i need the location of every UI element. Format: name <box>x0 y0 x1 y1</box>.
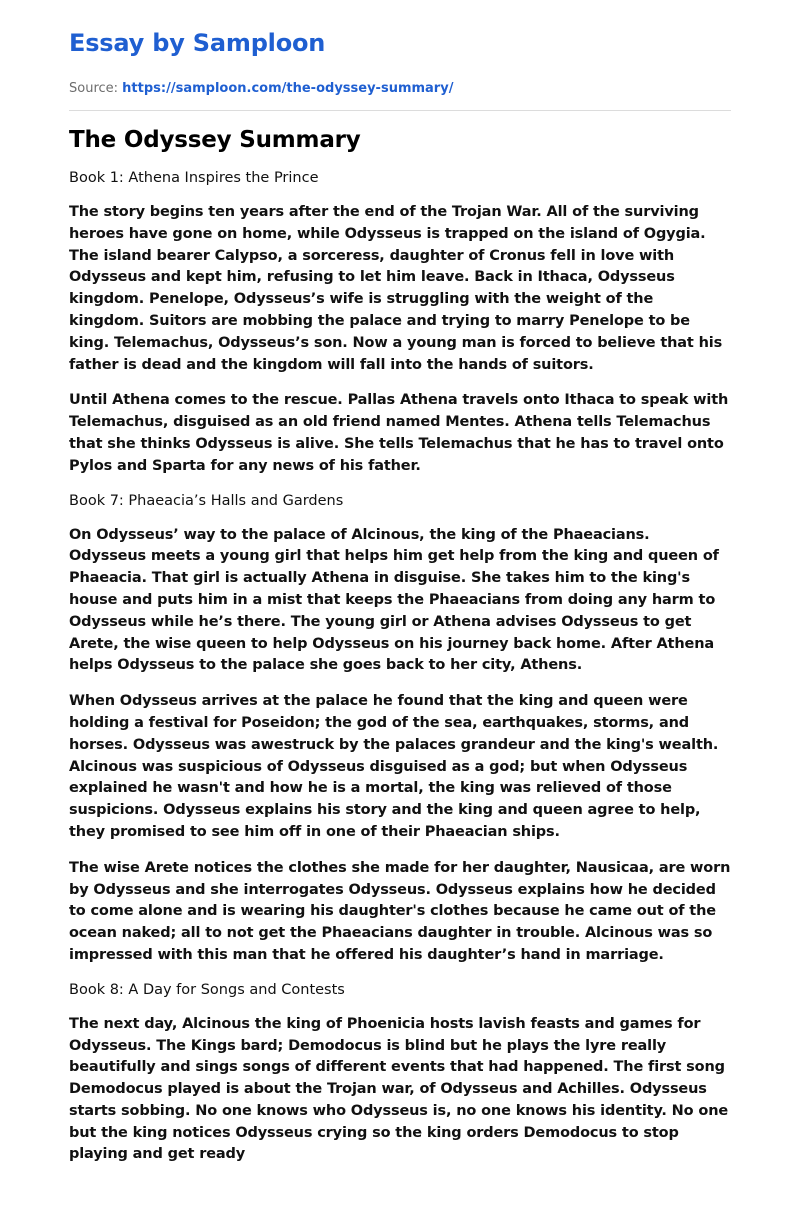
header-divider <box>69 110 731 111</box>
source-link[interactable]: https://samploon.com/the-odyssey-summary/ <box>122 81 454 96</box>
brand-title: Essay by Samploon <box>69 29 326 57</box>
paragraph: The story begins ten years after the end of the Trojan War. All of the surviving heroes have gone on home, while Odysseus is trapped on the island of Ogygia. The island bearer Calypso, a sorceress, daughter of Cronus fell in love with Odysseus and kept him, refusing to let him leave. Back in Ithaca, Odysseus kingdom. Penelope, Odysseus’s wife is struggling with the weight of the kingdom. Suitors are mobbing the palace and trying to marry Penelope to be king. Telemachus, Odysseus’s son. Now a young man is forced to believe that his father is dead and the kingdom will fall into the hands of suitors. <box>69 204 723 373</box>
document-title: The Odyssey Summary <box>69 127 361 153</box>
paragraph: On Odysseus’ way to the palace of Alcinous, the king of the Phaeacians. Odysseus meets a young girl that helps him get help from the king and queen of Phaeacia. That girl is actually Athena in disguise. She takes him to the king's house and puts him in a mist that keeps the Phaeacians from doing any harm to Odysseus while he’s there. The young girl or Athena advises Odysseus to get Arete, the wise queen to help Odysseus on his journey back home. After Athena helps Odysseus to the palace she goes back to her city, Athens. <box>69 526 719 674</box>
section-heading-book-8: Book 8: A Day for Songs and Contests <box>69 981 345 998</box>
paragraph: Until Athena comes to the rescue. Pallas Athena travels onto Ithaca to speak with Telemachus, disguised as an old friend named Mentes. Athena tells Telemachus that she thinks Odysseus is alive. She tells Telemachus that he has to travel onto Pylos and Sparta for any news of his father. <box>69 392 729 474</box>
paragraph: The next day, Alcinous the king of Phoenicia hosts lavish feasts and games for Odysseus. The Kings bard; Demodocus is blind but he plays the lyre really beautifully and sings songs of different events that had happened. The first song Demodocus played is about the Trojan war, of Odysseus and Achilles. Odysseus starts sobbing. No one knows who Odysseus is, no one knows his identity. No one but the king notices Odysseus crying so the king orders Demodocus to stop playing and get ready <box>69 1015 729 1163</box>
source-line <box>69 80 731 98</box>
source-label: Source: <box>69 81 119 96</box>
paragraph: The wise Arete notices the clothes she made for her daughter, Nausicaa, are worn by Odysseus and she interrogates Odysseus. Odysseus explains how he decided to come alone and is wearing his daughter's clothes because he came out of the ocean naked; all to not get the Phaeacians daughter in trouble. Alcinous was so impressed with this man that he offered his daughter’s hand in marriage. <box>69 859 731 963</box>
document-body <box>69 168 731 1166</box>
section-heading-book-7: Book 7: Phaeacia’s Halls and Gardens <box>69 492 344 509</box>
paragraph: When Odysseus arrives at the palace he found that the king and queen were holding a festival for Poseidon; the god of the sea, earthquakes, storms, and horses. Odysseus was awestruck by the palaces grandeur and the king's wealth. Alcinous was suspicious of Odysseus disguised as a god; but when Odysseus explained he wasn't and how he is a mortal, the king was relieved of those suspicions. Odysseus explains his story and the king and queen agree to help, they promised to see him off in one of their Phaeacian ships. <box>69 693 719 840</box>
section-heading-book-1: Book 1: Athena Inspires the Prince <box>69 170 319 186</box>
